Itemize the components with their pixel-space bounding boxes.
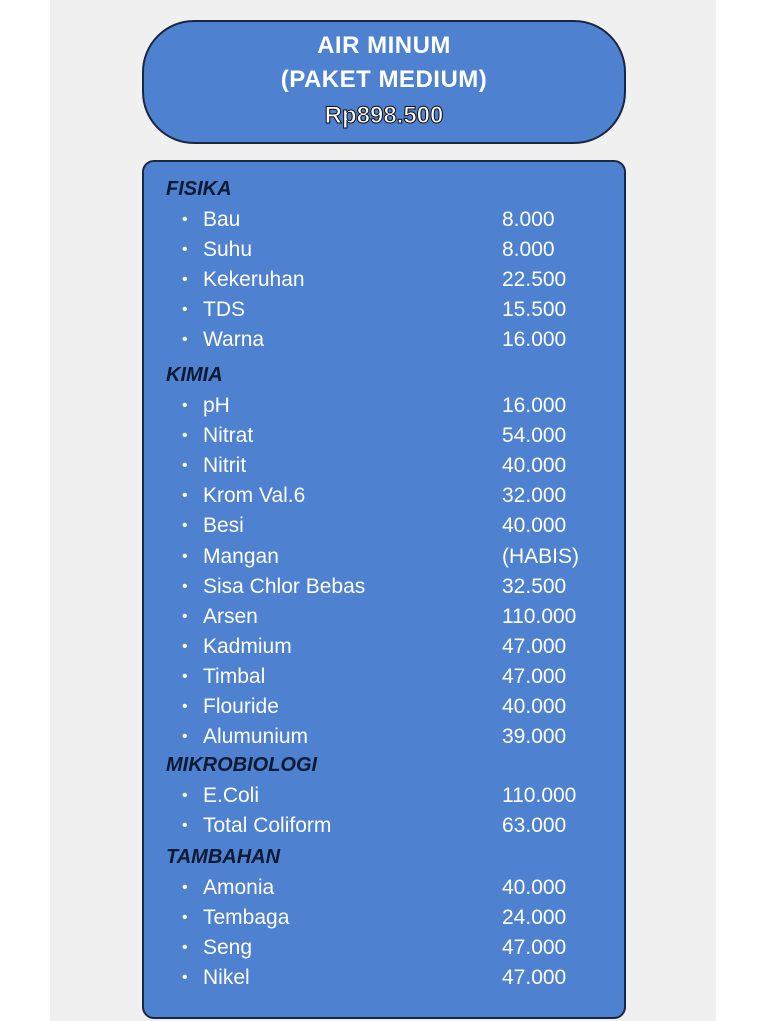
item-price: 63.000 [502, 814, 567, 838]
item-price: 54.000 [502, 424, 567, 448]
bullet-icon: • [182, 787, 188, 804]
list-item [144, 481, 624, 511]
item-price: 40.000 [502, 514, 567, 538]
item-price: 47.000 [502, 634, 567, 658]
bullet-icon: • [182, 301, 188, 319]
item-price: 47.000 [502, 664, 567, 688]
item-name: Sisa Chlor Bebas [203, 574, 366, 598]
section-title-fisika: FISIKA [166, 178, 232, 200]
item-name: Alumunium [203, 725, 309, 749]
list-item [144, 933, 624, 963]
bullet-icon: • [182, 427, 188, 445]
bullet-icon: • [182, 817, 188, 835]
list-item [144, 692, 624, 722]
bullet-icon: • [182, 271, 188, 289]
bullet-icon: • [182, 879, 188, 896]
bullet-icon: • [182, 487, 188, 505]
section-title-kimia: KIMIA [166, 364, 223, 386]
list-item [144, 325, 624, 355]
package-title: AIR MINUM [317, 32, 451, 59]
bullet-icon: • [182, 637, 188, 655]
bullet-icon: • [182, 211, 188, 228]
bullet-icon: • [182, 577, 188, 595]
item-price: 32.500 [502, 574, 567, 598]
list-item [144, 572, 624, 602]
bullet-icon: • [182, 698, 188, 715]
item-price: 32.000 [502, 484, 567, 508]
list-item [144, 542, 624, 572]
item-price: 40.000 [502, 454, 567, 478]
list-item [144, 722, 624, 752]
bullet-icon: • [182, 457, 188, 475]
item-price: 8.000 [502, 208, 555, 231]
list-item [144, 781, 624, 811]
list-item [144, 811, 624, 841]
item-price: 15.500 [502, 298, 567, 322]
item-name: TDS [203, 298, 245, 322]
bullet-icon: • [182, 909, 188, 927]
bullet-icon: • [182, 517, 188, 535]
section-title-mikrobiologi: MIKROBIOLOGI [166, 754, 318, 776]
list-item [144, 873, 624, 903]
item-name: Kekeruhan [203, 268, 305, 292]
item-price: 40.000 [502, 876, 567, 899]
bullet-icon: • [182, 939, 188, 957]
bullet-icon: • [182, 397, 188, 414]
item-price: 16.000 [502, 328, 567, 352]
package-subtitle: (PAKET MEDIUM) [280, 66, 488, 93]
item-name: Kadmium [203, 634, 292, 658]
list-item [144, 235, 624, 265]
list-item [144, 903, 624, 933]
bullet-icon: • [182, 547, 188, 565]
item-price: 47.000 [502, 966, 567, 990]
list-item [144, 662, 624, 692]
list-item [144, 451, 624, 481]
list-item [144, 295, 624, 325]
item-name: pH [203, 394, 230, 417]
item-price: 40.000 [502, 695, 567, 718]
list-item [144, 632, 624, 662]
item-name: Tembaga [203, 906, 290, 930]
list-item [144, 421, 624, 451]
list-item [144, 205, 624, 235]
list-item [144, 265, 624, 295]
bullet-icon: • [182, 969, 188, 987]
item-name: Krom Val.6 [203, 484, 306, 508]
list-item [144, 963, 624, 993]
item-price: (HABIS) [502, 544, 580, 568]
item-name: Nikel [203, 966, 250, 990]
item-name: Timbal [203, 664, 266, 688]
item-price: 16.000 [502, 394, 567, 417]
item-price: 39.000 [502, 725, 567, 749]
item-name: Mangan [203, 544, 279, 568]
item-price: 47.000 [502, 936, 567, 960]
price-list-card [142, 160, 626, 1019]
item-name: Amonia [203, 876, 275, 899]
item-name: Nitrit [203, 454, 247, 478]
package-header-card [142, 20, 626, 144]
package-price: Rp898.500 [324, 102, 444, 129]
item-name: Suhu [203, 238, 253, 262]
item-name: Flouride [203, 695, 279, 718]
bullet-icon: • [182, 607, 188, 625]
list-item [144, 391, 624, 421]
item-name: Total Coliform [203, 814, 332, 838]
item-name: Warna [203, 328, 265, 352]
item-price: 22.500 [502, 268, 567, 292]
item-price: 110.000 [502, 784, 577, 807]
bullet-icon: • [182, 667, 188, 685]
list-item [144, 511, 624, 541]
item-price: 24.000 [502, 906, 567, 930]
list-item [144, 602, 624, 632]
section-title-tambahan: TAMBAHAN [166, 846, 281, 868]
item-name: Besi [203, 514, 244, 538]
bullet-icon: • [182, 241, 188, 259]
item-name: Seng [203, 936, 253, 960]
item-name: Arsen [203, 604, 258, 628]
item-name: E.Coli [203, 784, 260, 807]
item-price: 8.000 [502, 238, 555, 262]
item-price: 110.000 [502, 604, 577, 628]
bullet-icon: • [182, 331, 188, 349]
item-name: Bau [203, 208, 241, 231]
item-name: Nitrat [203, 424, 254, 448]
bullet-icon: • [182, 728, 188, 746]
